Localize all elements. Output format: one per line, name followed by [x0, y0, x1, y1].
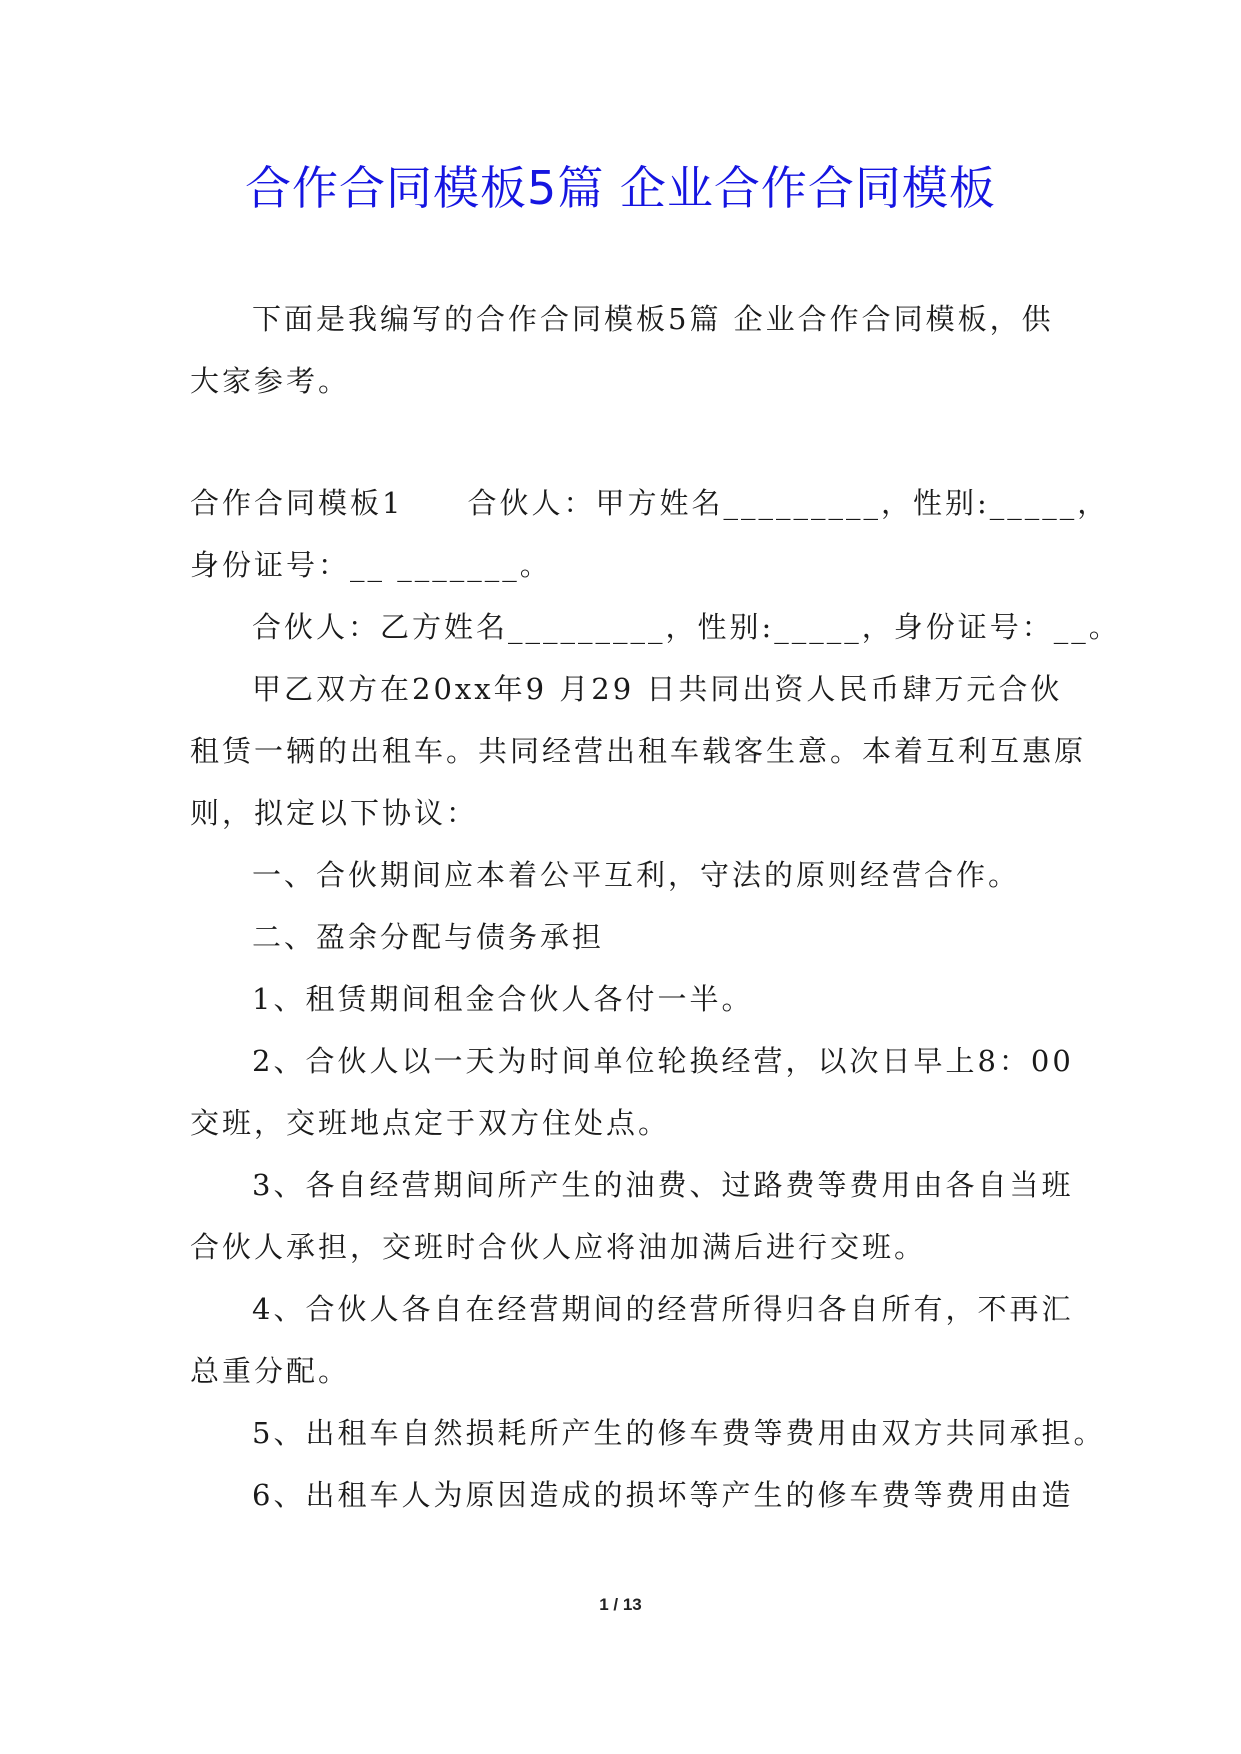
section1-line-1: 合作合同模板1 合伙人：甲方姓名_________，性别:_____， [190, 486, 1110, 520]
preamble-line-3: 则，拟定以下协议： [190, 796, 479, 830]
item-3-line-1: 3、各自经营期间所产生的油费、过路费等费用由各自当班 [252, 1168, 1074, 1202]
item-4-line-1: 4、合伙人各自在经营期间的经营所得归各自所有，不再汇 [252, 1292, 1074, 1326]
item-6: 6、出租车人为原因造成的损坏等产生的修车费等费用由造 [252, 1478, 1074, 1512]
item-2-line-1: 2、合伙人以一天为时间单位轮换经营，以次日早上8：00 [252, 1044, 1074, 1078]
preamble-line-2: 租赁一辆的出租车。共同经营出租车载客生意。本着互利互惠原 [190, 734, 1087, 768]
item-3-line-2: 合伙人承担，交班时合伙人应将油加满后进行交班。 [190, 1230, 927, 1264]
page-indicator: 1 / 13 [599, 1595, 642, 1614]
party-b-line: 合伙人：乙方姓名_________，性别:_____，身份证号：__。 [252, 610, 1121, 644]
item-4-line-2: 总重分配。 [190, 1354, 351, 1388]
section1-line-2: 身份证号：__ _______。 [190, 548, 552, 582]
item-5: 5、出租车自然损耗所产生的修车费等费用由双方共同承担。 [252, 1416, 1106, 1450]
clause-1: 一、合伙期间应本着公平互利，守法的原则经营合作。 [252, 858, 1021, 892]
intro-line-1: 下面是我编写的合作合同模板5篇 企业合作合同模板，供 [252, 302, 1054, 336]
preamble-line-1: 甲乙双方在20xx年9 月29 日共同出资人民币肆万元合伙 [252, 672, 1063, 706]
item-2-line-2: 交班，交班地点定于双方住处点。 [190, 1106, 671, 1140]
intro-line-2: 大家参考。 [190, 364, 351, 398]
clause-2: 二、盈余分配与债务承担 [252, 920, 605, 954]
item-1: 1、租赁期间租金合伙人各付一半。 [252, 982, 754, 1016]
document-title: 合作合同模板5篇 企业合作合同模板 [245, 161, 996, 215]
